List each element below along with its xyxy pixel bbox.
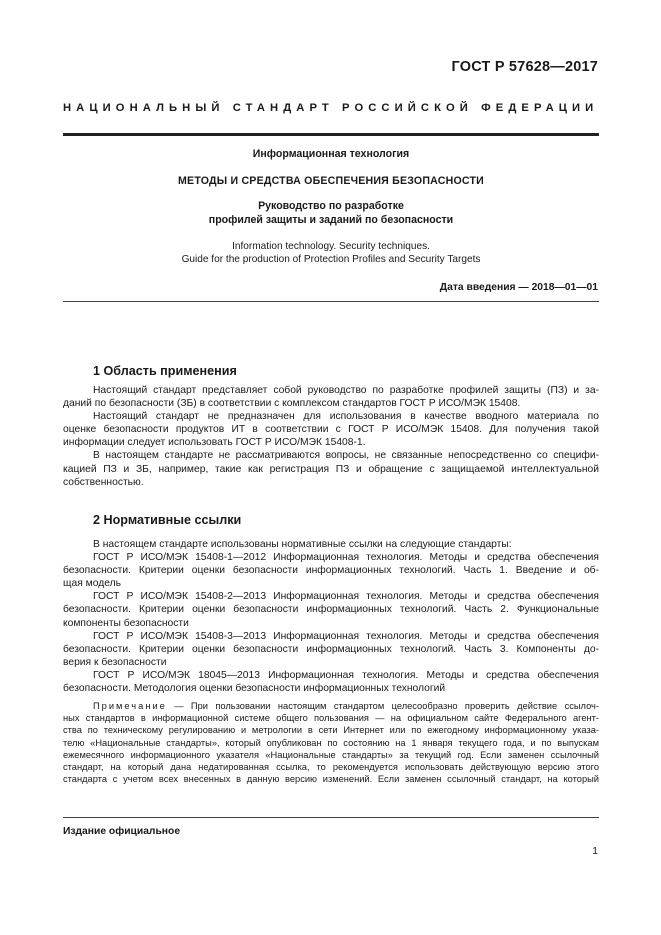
date-introduced: Дата введения — 2018—01—01: [439, 282, 598, 293]
text-line: В настоящем стандарте не рассматриваются вопросы, не связанные непосредственно со специфи-: [93, 450, 599, 462]
text-line: собственностью.: [63, 476, 144, 488]
text-line: оценке безопасности продуктов ИТ в соответствии с ГОСТ Р ИСО/МЭК 15408. Для получения такой: [63, 424, 599, 436]
english-title: [63, 240, 599, 266]
reference-line: безопасности. Критерии оценки безопасности информационных технологий. Часть 1. Введение и об-: [63, 565, 599, 577]
footer-divider: [63, 817, 599, 818]
note-label: Примечание: [93, 701, 167, 711]
reference-line: компоненты безопасности: [63, 617, 189, 629]
title-divider: [63, 301, 599, 302]
reference-line: щая модель: [63, 578, 121, 590]
text-line: Настоящий стандарт представляет собой руководство по разработке профилей защиты (ПЗ) и за-: [93, 385, 599, 396]
main-title: МЕТОДЫ И СРЕДСТВА ОБЕСПЕЧЕНИЯ БЕЗОПАСНОСТИ: [178, 175, 484, 187]
note-line: стандарт, на который дана недатированная ссылка, то рекомендуется использовать действующую версию этого: [63, 762, 599, 773]
note-line: ства по техническому регулированию и метрологии в сети Интернет или по ежегодному информационному указа-: [63, 725, 599, 736]
subtitle-line: профилей защиты и заданий по безопасности: [208, 214, 454, 226]
note-line: ных стандартов в информационной системе общего пользования — на официальном сайте Федерального агент-: [63, 713, 599, 724]
reference-line: верия к безопасности: [63, 656, 167, 668]
text-line: даний по безопасности (ЗБ) в соответствии с комплексом стандартов ГОСТ Р ИСО/МЭК 15408.: [63, 398, 521, 410]
reference-line: безопасности. Критерии оценки безопасности информационных технологий. Часть 3. Компоненты до-: [63, 643, 599, 655]
reference-line: ГОСТ Р ИСО/МЭК 15408-1—2012 Информационная технология. Методы и средства обеспечения: [93, 552, 599, 564]
official-edition-label: Издание официальное: [63, 826, 181, 837]
reference-line: безопасности. Критерии оценки безопасности информационных технологий. Часть 2. Функциональные: [63, 604, 599, 616]
national-standard-heading: НАЦИОНАЛЬНЫЙ СТАНДАРТ РОССИЙСКОЙ ФЕДЕРАЦИИ: [63, 102, 599, 114]
note-text: — При пользовании настоящим стандартом целесообразно проверить действие ссылоч-: [166, 701, 599, 711]
page-number: 1: [592, 846, 598, 857]
note-line: стандарта с учетом всех внесенных в данную версию изменений. Если заменен ссылочный стандарт, на который: [63, 774, 599, 785]
text-line: информации следует использовать ГОСТ Р ИСО/МЭК 15408-1.: [63, 437, 366, 449]
text-line: кацией ПЗ и ЗБ, например, такие как регистрация ПЗ и обращение с защищаемой интеллектуальной: [63, 463, 599, 475]
reference-line: ГОСТ Р ИСО/МЭК 15408-3—2013 Информационная технология. Методы и средства обеспечения: [93, 630, 599, 642]
section-body-references: [63, 538, 599, 695]
text-line: Настоящий стандарт не предназначен для использования в качестве вводного материала по: [93, 411, 599, 423]
section-heading-scope: 1 Область применения: [93, 364, 237, 378]
reference-line: ГОСТ Р ИСО/МЭК 18045—2013 Информационная технология. Методы и средства обеспечения: [93, 669, 599, 681]
note-line: телю «Национальные стандарты», который опубликован по состоянию на 1 января текущего года, и по выпускам: [63, 737, 599, 748]
note-block: [63, 700, 599, 785]
subtitle: [63, 199, 599, 227]
note-line: ежемесячного информационного указателя «Национальные стандарты» за текущий год. Если заменен ссылочный: [63, 749, 599, 760]
section-body-scope: [63, 384, 599, 489]
field-title: Информационная технология: [252, 148, 410, 160]
reference-line: ГОСТ Р ИСО/МЭК 15408-2—2013 Информационная технология. Методы и средства обеспечения: [93, 591, 599, 603]
english-title-line: Information technology. Security techniques.: [232, 241, 430, 252]
text-line: В настоящем стандарте использованы нормативные ссылки на следующие стандарты:: [93, 539, 512, 550]
reference-line: безопасности. Методология оценки безопасности информационных технологий: [63, 683, 446, 695]
standard-code: ГОСТ Р 57628—2017: [451, 59, 598, 75]
english-title-line: Guide for the production of Protection Profiles and Security Targets: [181, 254, 481, 265]
note-first-line: [63, 700, 599, 712]
section-heading-references: 2 Нормативные ссылки: [93, 513, 242, 527]
header-divider: [63, 133, 599, 136]
subtitle-line: Руководство по разработке: [258, 200, 404, 212]
